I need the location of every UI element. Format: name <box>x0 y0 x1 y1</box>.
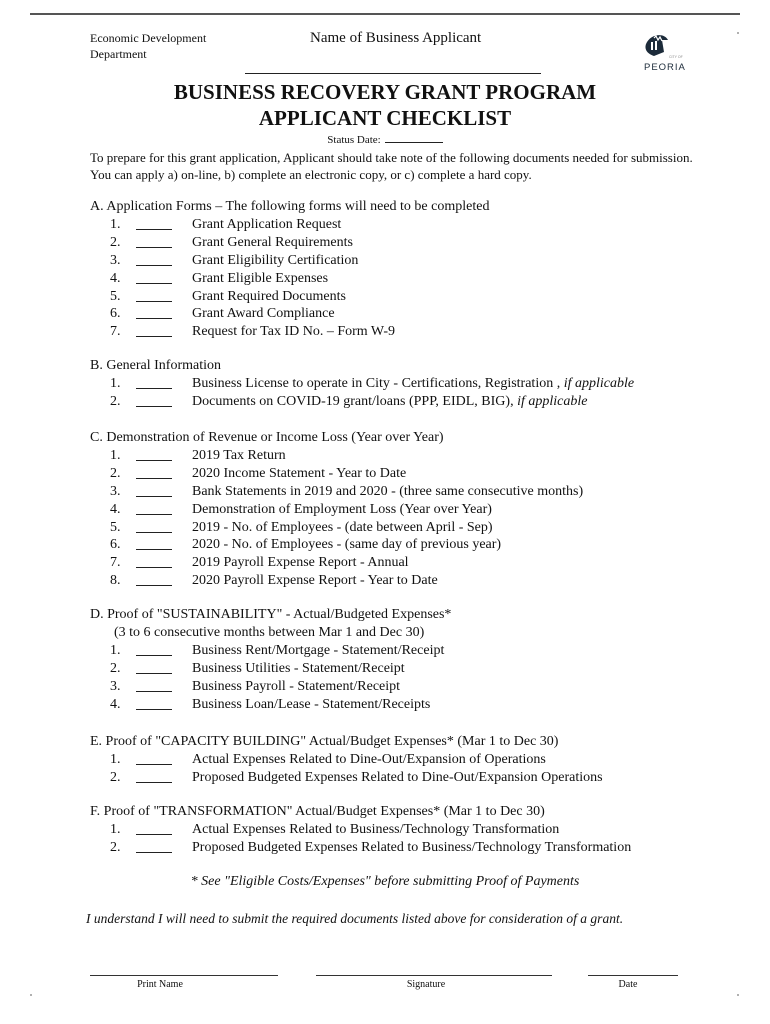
applicant-name-label: Name of Business Applicant <box>310 30 482 46</box>
section-heading: A. Application Forms – The following forms will need to be completed <box>90 199 490 214</box>
checkbox-blank[interactable] <box>136 852 172 853</box>
section-heading: C. Demonstration of Revenue or Income Loss (Year over Year) <box>90 430 444 445</box>
item-label-text: 2019 Payroll Expense Report - Annual <box>192 555 409 571</box>
item-label <box>192 678 400 696</box>
signature-label: Signature <box>406 979 446 990</box>
checkbox-blank[interactable] <box>136 283 172 284</box>
checklist-item <box>90 323 489 341</box>
item-label <box>192 769 603 787</box>
item-label-text: Actual Expenses Related to Dine-Out/Expansion of Operations <box>192 752 546 767</box>
applicant-name-line[interactable] <box>245 73 541 74</box>
item-number: 6. <box>110 306 121 322</box>
item-number: 6. <box>110 537 121 553</box>
section-capacity-building <box>90 733 603 787</box>
item-label <box>192 234 353 252</box>
item-label-text: Business Loan/Lease - Statement/Receipts <box>192 696 431 712</box>
section-subheading: (3 to 6 consecutive months between Mar 1 and Dec 30) <box>114 625 425 640</box>
logo-text: PEORIA <box>644 62 686 73</box>
item-qualifier: if applicable <box>517 393 588 409</box>
checkbox-blank[interactable] <box>136 406 172 407</box>
item-label-text: 2019 Tax Return <box>192 448 286 463</box>
checkbox-blank[interactable] <box>136 265 172 266</box>
item-label-text: Grant Eligibility Certification <box>192 252 359 268</box>
checklist-item <box>90 305 489 323</box>
checkbox-blank[interactable] <box>136 691 172 692</box>
logo-small-text: CITY OF <box>669 55 683 59</box>
department-name: Economic Development Department <box>90 31 207 61</box>
item-number: 4. <box>110 501 121 517</box>
checklist-item <box>90 216 489 234</box>
checkbox-blank[interactable] <box>136 336 172 337</box>
item-number: 2. <box>110 393 121 409</box>
item-label <box>192 375 634 393</box>
checklist-item <box>90 642 451 660</box>
checklist-item <box>90 447 444 465</box>
item-number: 1. <box>110 822 121 837</box>
checklist-item <box>90 660 451 678</box>
item-label <box>192 288 346 306</box>
section-heading: B. General Information <box>90 358 222 373</box>
checkbox-blank[interactable] <box>136 496 172 497</box>
section-heading: D. Proof of "SUSTAINABILITY" - Actual/Budgeted Expenses* <box>90 607 452 622</box>
item-label <box>192 252 358 270</box>
intro-paragraph: To prepare for this grant application, Applicant should take note of the following documents needed for submission. You can apply a) on-line, b) complete an electronic copy, or c) complete a hard copy. <box>90 150 693 182</box>
item-number: 1. <box>110 448 121 463</box>
item-label-text: Actual Expenses Related to Business/Technology Transformation <box>192 822 560 837</box>
item-label-text: Business License to operate in City - Certifications, Registration , <box>192 376 561 391</box>
checklist-item <box>90 465 444 483</box>
item-label-text: Bank Statements in 2019 and 2020 - (three same consecutive months) <box>192 483 584 499</box>
item-number: 2. <box>110 660 121 676</box>
status-date <box>0 132 770 146</box>
item-label <box>192 536 501 554</box>
item-label-text: Business Utilities - Statement/Receipt <box>192 660 405 676</box>
checklist-item <box>90 288 489 306</box>
item-label <box>192 483 583 501</box>
item-label <box>192 554 409 572</box>
checklist-item <box>90 769 603 787</box>
item-label-text: Grant Award Compliance <box>192 306 335 322</box>
item-number: 5. <box>110 288 121 304</box>
checkbox-blank[interactable] <box>136 460 172 461</box>
checkbox-blank[interactable] <box>136 514 172 515</box>
checkbox-blank[interactable] <box>136 782 172 783</box>
item-label <box>192 393 587 411</box>
peoria-logo-icon <box>640 30 692 74</box>
item-label-text: Proposed Budgeted Expenses Related to Dine-Out/Expansion Operations <box>192 769 603 785</box>
item-number: 2. <box>110 769 121 785</box>
checkbox-blank[interactable] <box>136 709 172 710</box>
signature-line[interactable] <box>316 975 552 976</box>
checkbox-blank[interactable] <box>136 301 172 302</box>
checkbox-blank[interactable] <box>136 764 172 765</box>
acknowledgement-statement: I understand I will need to submit the required documents listed above for consideration of a grant. <box>86 911 624 926</box>
item-label-text: Documents on COVID-19 grant/loans (PPP, EIDL, BIG), <box>192 393 514 409</box>
checkbox-blank[interactable] <box>136 229 172 230</box>
item-label-text: 2020 Payroll Expense Report - Year to Date <box>192 573 438 589</box>
scan-dot <box>737 994 739 996</box>
checklist-item <box>90 678 451 696</box>
item-label <box>192 751 546 769</box>
date-label: Date <box>618 979 638 990</box>
item-label <box>192 305 335 323</box>
item-number: 5. <box>110 519 121 535</box>
item-number: 2. <box>110 234 121 250</box>
checkbox-blank[interactable] <box>136 247 172 248</box>
item-label-text: Business Payroll - Statement/Receipt <box>192 678 401 694</box>
checkbox-blank[interactable] <box>136 655 172 656</box>
peoria-logo <box>640 30 692 74</box>
checklist-item <box>90 839 632 857</box>
item-label <box>192 270 328 288</box>
checkbox-blank[interactable] <box>136 388 172 389</box>
item-number: 7. <box>110 324 121 340</box>
section-revenue-loss <box>90 429 584 590</box>
item-label <box>192 216 341 234</box>
checkbox-blank[interactable] <box>136 567 172 568</box>
item-label <box>192 323 395 341</box>
scan-dot <box>737 32 739 34</box>
section-transformation <box>90 803 632 857</box>
item-label <box>192 519 493 537</box>
item-label <box>192 447 286 465</box>
item-label-text: Business Rent/Mortgage - Statement/Receipt <box>192 643 445 658</box>
checkbox-blank[interactable] <box>136 673 172 674</box>
item-label-text: Grant General Requirements <box>192 234 353 250</box>
checklist-item <box>90 234 489 252</box>
checklist-item <box>90 393 588 411</box>
item-label-text: Demonstration of Employment Loss (Year over Year) <box>192 501 492 517</box>
item-number: 4. <box>110 270 121 286</box>
item-number: 8. <box>110 573 121 589</box>
item-label <box>192 821 559 839</box>
top-rule <box>30 13 740 15</box>
item-label <box>192 660 405 678</box>
section-general-information <box>90 357 635 411</box>
checklist-item <box>90 696 451 714</box>
item-label <box>192 465 406 483</box>
item-number: 1. <box>110 752 121 767</box>
checklist-item <box>90 375 635 393</box>
item-number: 1. <box>110 217 121 232</box>
item-label-text: Proposed Budgeted Expenses Related to Business/Technology Transformation <box>192 839 632 855</box>
item-number: 1. <box>110 643 121 658</box>
item-label-text: 2019 - No. of Employees - (date between April - Sep) <box>192 519 493 535</box>
print-name-label: Print Name <box>137 979 183 990</box>
checklist-item <box>90 501 492 519</box>
checklist-item <box>90 270 489 288</box>
item-label <box>192 642 444 660</box>
checklist-item <box>90 536 502 554</box>
section-heading: E. Proof of "CAPACITY BUILDING" Actual/Budget Expenses* (Mar 1 to Dec 30) <box>90 734 559 749</box>
item-label-text: Grant Application Request <box>192 217 342 232</box>
item-qualifier: if applicable <box>563 376 635 391</box>
checkbox-blank[interactable] <box>136 478 172 479</box>
checkbox-blank[interactable] <box>136 549 172 550</box>
checklist-item <box>90 572 444 590</box>
item-label <box>192 839 631 857</box>
item-label-text: Grant Required Documents <box>192 288 346 304</box>
checklist-item <box>90 252 489 270</box>
status-date-label: Status Date: <box>327 134 381 146</box>
item-number: 1. <box>110 376 121 391</box>
checklist-item <box>90 751 558 769</box>
item-label-text: 2020 Income Statement - Year to Date <box>192 465 407 481</box>
item-label <box>192 501 492 519</box>
checkbox-blank[interactable] <box>136 585 172 586</box>
item-label <box>192 572 438 590</box>
item-number: 7. <box>110 555 121 571</box>
checkbox-blank[interactable] <box>136 532 172 533</box>
checklist-item <box>90 519 493 537</box>
section-heading: F. Proof of "TRANSFORMATION" Actual/Budget Expenses* (Mar 1 to Dec 30) <box>90 804 545 819</box>
item-label-text: 2020 - No. of Employees - (same day of previous year) <box>192 537 502 553</box>
page-title-line1: BUSINESS RECOVERY GRANT PROGRAM <box>173 80 597 104</box>
checklist-item <box>90 821 560 839</box>
checklist-item <box>90 554 444 572</box>
checkbox-blank[interactable] <box>136 834 172 835</box>
item-number: 4. <box>110 696 121 712</box>
item-number: 3. <box>110 483 121 499</box>
scan-dot <box>30 994 32 996</box>
checklist-item <box>90 483 584 501</box>
date-line[interactable] <box>588 975 678 976</box>
item-label <box>192 696 430 714</box>
section-sustainability <box>90 606 451 714</box>
item-number: 3. <box>110 252 121 268</box>
eligible-costs-note: * See "Eligible Costs/Expenses" before submitting Proof of Payments <box>190 874 580 889</box>
item-number: 2. <box>110 839 121 855</box>
page-title-line2: APPLICANT CHECKLIST <box>258 106 512 130</box>
print-name-line[interactable] <box>90 975 278 976</box>
item-number: 2. <box>110 465 121 481</box>
status-date-blank[interactable] <box>385 132 443 143</box>
section-application-forms <box>90 198 489 341</box>
item-label-text: Request for Tax ID No. – Form W-9 <box>192 324 396 340</box>
checkbox-blank[interactable] <box>136 318 172 319</box>
item-label-text: Grant Eligible Expenses <box>192 270 329 286</box>
item-number: 3. <box>110 678 121 694</box>
